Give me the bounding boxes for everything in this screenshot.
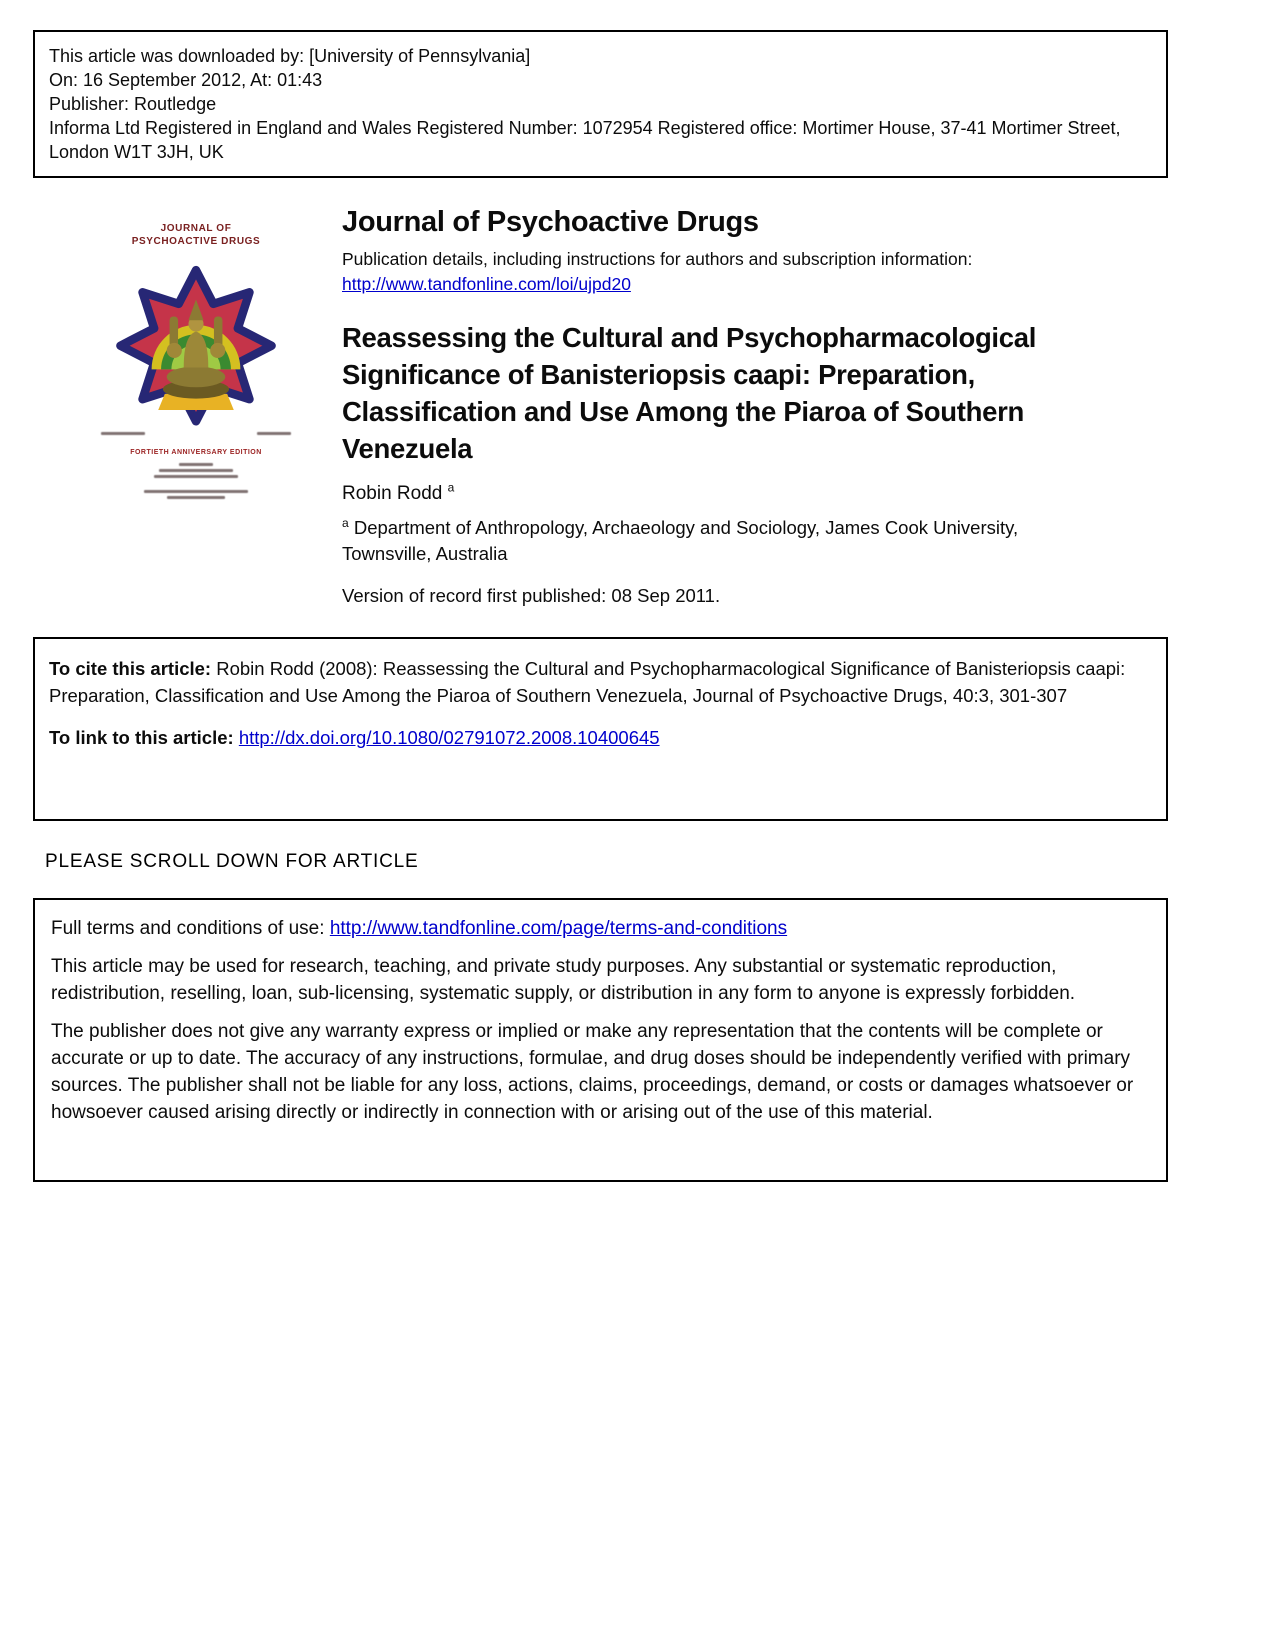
- journal-cover: [88, 215, 304, 499]
- doi-link[interactable]: http://dx.doi.org/10.1080/02791072.2008.10400645: [238, 727, 660, 748]
- affiliation-marker: a: [342, 515, 349, 530]
- article-title-line: Reassessing the Cultural and Psychopharmacological: [342, 322, 1037, 353]
- article-title-line: Classification and Use Among the Piaroa of Southern: [342, 396, 1024, 427]
- citation-box: [33, 637, 1168, 821]
- terms-link[interactable]: http://www.tandfonline.com/page/terms-and-conditions: [329, 918, 788, 939]
- terms-para-2: The publisher does not give any warranty express or implied or make any representation that the contents will be complete or accurate or up to date. The accuracy of any instructions, formulae, and drug doses should be independently verified with primary sources. The publisher shall not be liable for any loss, actions, claims, proceedings, demand, or costs or damages whatsoever or howsoever caused arising directly or indirectly in connection with or arising out of the use of this material.: [51, 1021, 1134, 1123]
- cover-volume-text-illegible: [101, 432, 145, 435]
- doi-paragraph: [49, 724, 1152, 751]
- article-title-line: Significance of Banisteriopsis caapi: Preparation,: [342, 359, 975, 390]
- version-of-record-note: Version of record first published: 08 Sep 2011.: [342, 585, 721, 606]
- terms-para-1: This article may be used for research, teaching, and private study purposes. Any substantial or systematic reproduction, redistribution, reselling, loan, sub-licensing, systematic supply, or distribution in any form to anyone is expressly forbidden.: [51, 956, 1076, 1004]
- cover-masthead-line1: JOURNAL OF: [160, 223, 232, 234]
- journal-title: Journal of Psychoactive Drugs: [342, 206, 759, 238]
- scroll-down-notice: PLEASE SCROLL DOWN FOR ARTICLE: [45, 851, 419, 872]
- terms-box: [33, 898, 1168, 1182]
- cover-issue-row: [101, 432, 291, 435]
- cover-star-statue-art: [110, 256, 282, 426]
- download-date-line: On: 16 September 2012, At: 01:43: [49, 70, 323, 90]
- author-affiliation-marker: a: [447, 480, 455, 495]
- affiliation-line1: Department of Anthropology, Archaeology and Sociology, James Cook University,: [353, 517, 1019, 538]
- affiliation-line2: Townsville, Australia: [342, 543, 508, 564]
- download-info-box: [33, 30, 1168, 178]
- publisher-line: Publisher: Routledge: [49, 94, 217, 114]
- cover-editors-text-illegible: [154, 463, 238, 478]
- author-affiliation: [342, 515, 1122, 567]
- cover-footer-text-illegible: [144, 490, 248, 499]
- journal-homepage-link[interactable]: http://www.tandfonline.com/loi/ujpd20: [342, 274, 631, 294]
- article-header: [342, 205, 1168, 607]
- cover-masthead-line2: PSYCHOACTIVE DRUGS: [131, 236, 261, 247]
- cover-date-text-illegible: [257, 432, 291, 435]
- cover-masthead: [132, 222, 261, 248]
- article-title-line: Venezuela: [342, 433, 473, 464]
- doi-label: To link to this article:: [49, 727, 234, 748]
- terms-link-paragraph: [51, 915, 1150, 942]
- cite-paragraph: [49, 655, 1152, 709]
- cite-text: Robin Rodd (2008): Reassessing the Cultural and Psychopharmacological Significance of Banisteriopsis caapi: Preparation, Classification and Use Among the Piaroa of Southern Venezuela, Journal of Psychoactive Drugs, 40:3, 301-307: [49, 658, 1126, 706]
- author-row: [342, 480, 1168, 505]
- publication-details: Publication details, including instructions for authors and subscription information:: [342, 249, 973, 269]
- downloaded-by-line: This article was downloaded by: [University of Pennsylvania]: [49, 46, 531, 66]
- article-title: [342, 319, 1168, 467]
- registration-line: Informa Ltd Registered in England and Wales Registered Number: 1072954 Registered office: Mortimer House, 37-41 Mortimer Street, London W1T 3JH, UK: [49, 118, 1121, 162]
- terms-label: Full terms and conditions of use:: [51, 918, 325, 939]
- author-name: Robin Rodd: [342, 483, 443, 504]
- cite-label: To cite this article:: [49, 658, 212, 679]
- cover-edition-line: FORTIETH ANNIVERSARY EDITION: [130, 449, 262, 456]
